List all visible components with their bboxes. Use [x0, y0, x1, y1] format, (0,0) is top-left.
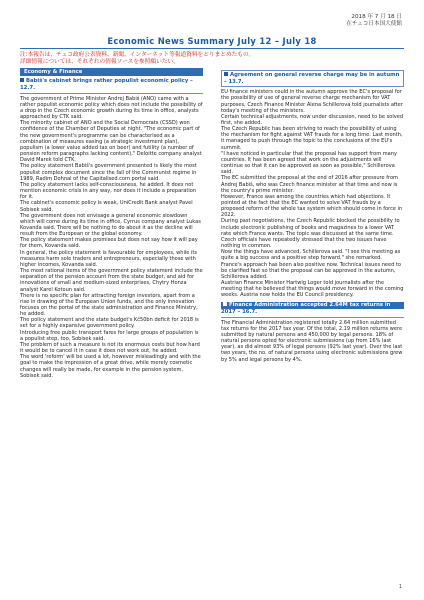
paragraph: During past negotiations, the Czech Republic blocked the possibility to include electronic publishing of books and magazines to a lower VAT rate which France wants. The topic was discussed at the same time. Czech officials have repeatedly stressed that the two issues have nothing in common. — [221, 218, 400, 250]
document-header — [346, 14, 402, 28]
article-heading-tax-returns-date: 2017 – 16.7. — [221, 309, 404, 318]
square-bullet-icon — [223, 302, 227, 306]
paragraph: In general, the policy statement is favourable for employees, while its measures harm sole traders and entrepreneurs, especially those with higher incomes, Kovanda said. — [20, 249, 198, 268]
paragraph: Austrian Finance Minister Hartwig Loger told journalists after the meeting that he believed that things would move forward in the coming weeks. Austria now holds the EU Council presidency. — [221, 280, 404, 299]
article-body-babis-policy — [20, 96, 203, 379]
article-heading-tax-returns: Finance Administration accepted 2.64M tax returns in — [221, 302, 404, 310]
report-date: 2018 年 7 月 18 日 — [351, 14, 402, 20]
paragraph: EU finance ministers could in the autumn approve the EC's proposal for the possibility of use of general reverse charge mechanism for VAT purposes, Czech Finance Minister Alena Schillerova told journalists after today's meeting of the ministers. — [221, 89, 403, 114]
paragraph: The government of Prime Minister Andrej Babiš (ANO) came with a rather populist economic policy which does not include the possibility of a drop in the Czech economic growth during its time in office, analysts approached by CTK said. — [20, 95, 203, 121]
disclaimer-line-1: 注:本報告は、チェコ政府公表資料、新聞、インターネット等報道資料をとりまとめたもの。 — [20, 52, 255, 58]
paragraph: There is no specific plan for attracting foreign investors, apart from a rise in drawing of the European Union funds, and the only innovation focuses on the portal of the state administration and Finance Ministry, he added. — [20, 292, 198, 318]
paragraph: Introducing free public transport fares for large groups of population is a populist step, too, Sobisek said. — [20, 329, 199, 342]
section-heading-economy-finance: Economy & Finance — [20, 68, 203, 76]
paragraph: The policy statement makes promises but does not say how it will pay for them, Kovanda said. — [20, 237, 198, 250]
paragraph: The word 'reform' will be used a lot, however misleadingly and with the goal to make the impression of a great drive, while merely cosmetic changes will really be made, for example in the pension system, Sobisek said. — [20, 354, 201, 379]
paragraph: The minority cabinet of ANO and the Social Democrats (CSSD) won confidence of the Chamber of Deputies at night. "The economic part of the new government's programme can be characterised as a combination of measures easing (a strategic investment plan), populism (a lower value added tax on beer) and futility (a number of pension reform paragraphs lacking content)," Deloitte company analyst David Marek told CTK. — [20, 120, 202, 164]
paragraph: The policy statement Babiš's government presented is likely the most populist complex document since the fall of the Communist regime in 1989, Radim Dohnal of the Capitalised.com portal said. — [20, 163, 197, 182]
paragraph: "I have noticed in particular that the proposal has support from many countries. It has been agreed that work on the adjustments will continue so that it can be approved as soon as possible," Schillerova said. — [221, 150, 397, 176]
disclaimer-line-2: 詳細情報については、それぞれの情報ソースを参照願いたい。 — [20, 59, 179, 65]
paragraph: However, France was among the countries which had objections. It pointed at the fact that the EC wanted to solve VAT frauds by a proposed reform of the whole tax system which should come in force in 2022. — [221, 193, 403, 219]
document-title: Economic News Summary July 12 – July 18 — [20, 36, 404, 49]
paragraph: The Czech Republic has been striving to reach the possibility of using the mechanism for fight against VAT frauds for a long time. Last month, it managed to push through the topic to the conclusions of the EU's summit. — [221, 126, 403, 151]
paragraph: The EC submitted the proposal at the end of 2016 after pressure from Andrej Babiš, who was Czech finance minister at that time and now is the country's prime minister. — [221, 175, 398, 194]
page-number: 1 — [398, 584, 402, 590]
paragraph: The policy statement and the state budget's Kč50bn deficit for 2018 is set for a highly expansive government policy. — [20, 317, 199, 330]
issuing-organization: 在チェコ日本国大使館 — [346, 21, 402, 27]
left-column — [20, 68, 203, 379]
paragraph: The problem of such a measure is not its enormous costs but how hard it would be to cancel it in case it does not work out, he added. — [20, 341, 200, 355]
square-bullet-icon — [20, 78, 24, 82]
paragraph: The government does not envisage a general economic slowdown which will come during its time in office, Cyrrus company analyst Lukas Kovanda said. There will be nothing to do about it as the decline will result from the European or the global economy. — [20, 212, 201, 238]
article-body-tax-returns — [221, 320, 404, 363]
disclaimer-notice — [20, 52, 404, 66]
article-body-reverse-charge — [221, 89, 404, 298]
paragraph: France's approach has been also positive now. Technical issues need to be clarified fast so that the proposal can be approved in the autumn, Schillerova added. — [221, 261, 402, 280]
paragraph: The cabinet's economic policy is weak, UniCredit Bank analyst Pavel Sobisek said. — [20, 200, 193, 213]
square-bullet-icon — [224, 72, 228, 76]
right-column — [221, 68, 404, 363]
article-heading-babis-policy: Babiš's cabinet brings rather populist economic policy – 12.7. — [20, 78, 203, 94]
paragraph: Certain technical adjustments, now under discussion, need to be solved first, she added. — [221, 113, 404, 126]
paragraph: The Financial Administration registered totally 2.64 million submitted tax returns for the 2017 tax year. Of the total, 2.19 million returns were submitted by natural persons and 450,000 by legal persons. 18% of natural persons opted for electronic submissions (up from 16% last year), as did almost 93% of legal persons (92% last year). Over the last two years, the no. of natural persons using electronic submissions grew by 5% and legal persons by 4%. — [221, 319, 403, 363]
paragraph: The policy statement lacks self-consciousness, he added. It does not mention economic crisis in any way, nor does it include a preparation for it. — [20, 181, 197, 201]
paragraph: The most rational items of the government policy statement include the separation of the pension account from the state budget, and aid for innovations of small and medium-sized enterprises, Chytry Honza analyst Karel Kotoun said. — [20, 268, 203, 293]
paragraph: Now the things have advanced, Schillerova said. "I see this meeting as quite a big success and a positive step forward," she remarked. — [221, 249, 401, 262]
article-heading-reverse-charge: Agreement on general reverse charge may be in autumn – 13.7. — [221, 70, 404, 87]
